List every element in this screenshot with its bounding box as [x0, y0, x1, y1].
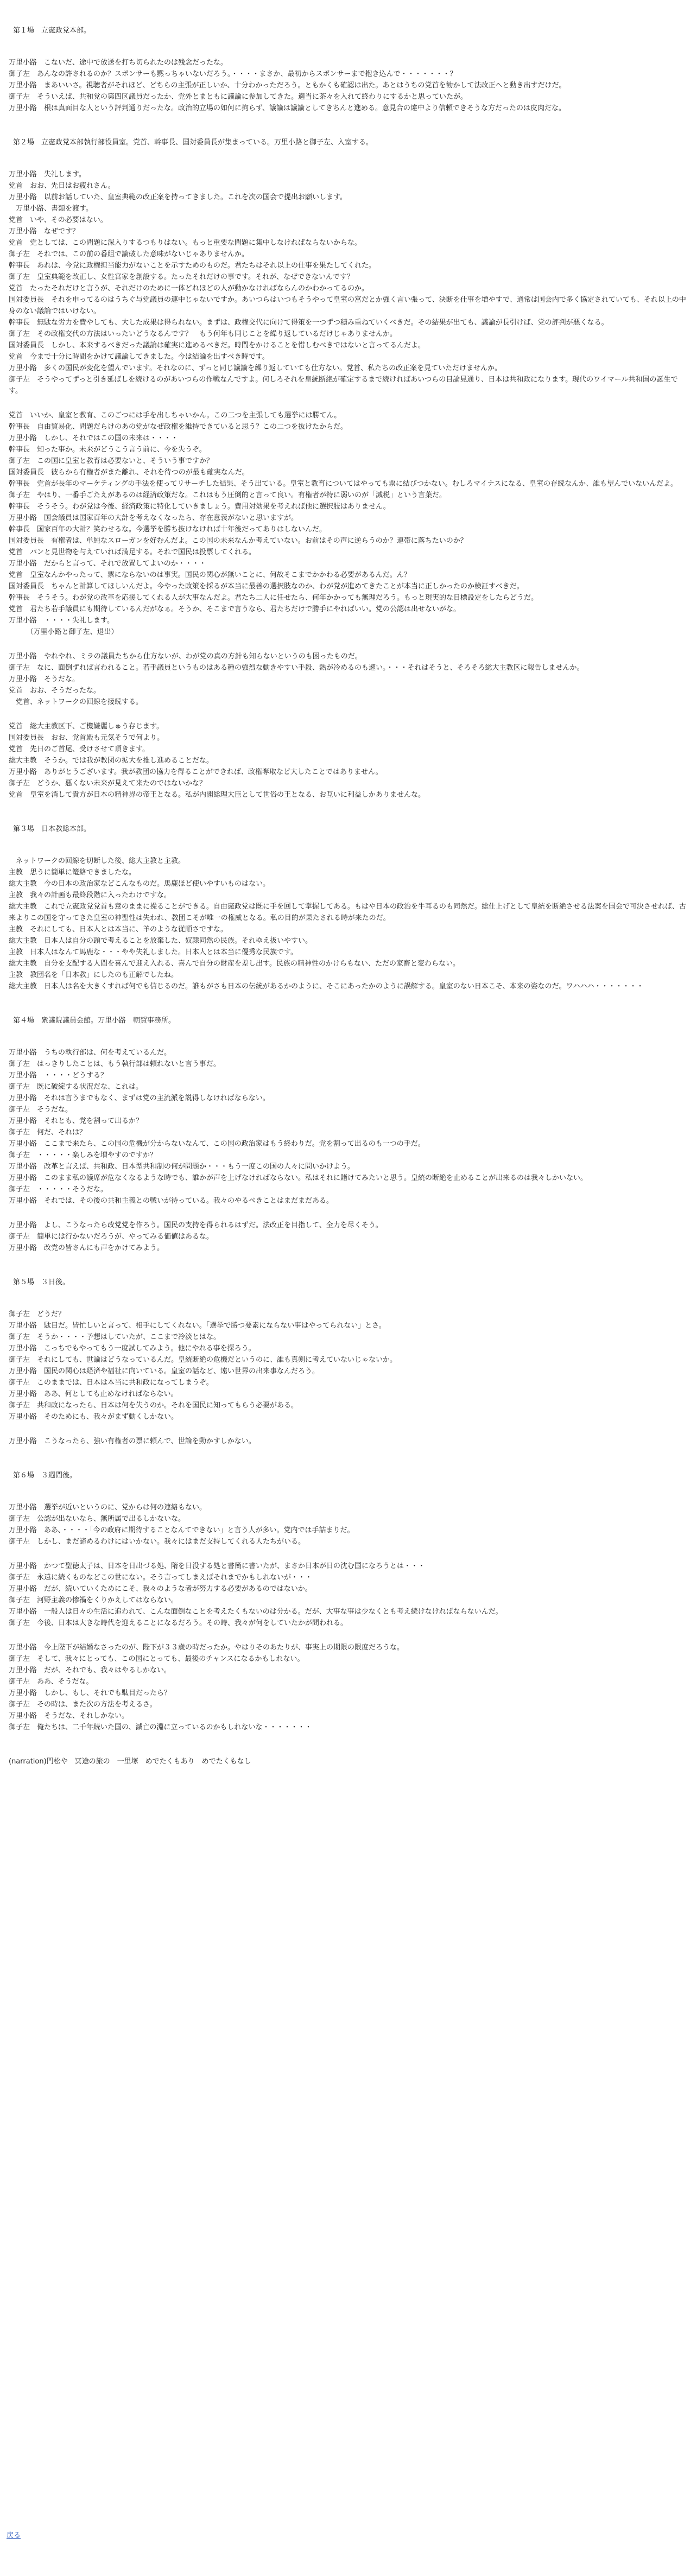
dialogue-line: 万里小路 だが、それでも、我々はやるしかない。 [9, 1666, 172, 1674]
dialogue-line: 御子左 何だ、それは？ [9, 1128, 87, 1137]
dialogue-line: 党首、ネットワークの回線を接続する。 [9, 698, 143, 706]
dialogue-line: 御子左 それでは、この前の番組で論破した意味がないじゃありませんか。 [9, 250, 249, 258]
dialogue-line: 党首 おお、先日はお疲れさん。 [9, 182, 115, 190]
dialogue-line: 幹事長 国家百年の大計？笑わせるな。今選挙を勝ち抜けなければ十年後だってありはしないんだ。 [9, 525, 327, 534]
dialogue-line: 万里小路 根は真面目な人という評判通りだったな。政治的立場の如何に拘らず、議論は議論としてきちんと進める。意見合の違中より信頼できそうな方だったのは皮肉だな。 [9, 104, 566, 112]
dialogue-line: 万里小路 改革と言えば、共和政、日本型共和制の何が問題か・・・もう一度この国の人々に問いかけよう。 [9, 1163, 355, 1171]
dialogue-line: 幹事長 党首が長年のマーケティングの手法を使ってリサーチした結果、そう出ている。皇室と教育についてはやっても票に結びつかない。むしろマイナスになる、皇室の存続なんか、誰も望んでいないんだよ。 [9, 480, 678, 488]
dialogue-line: 国対委員長 有権者は、単純なスローガンを好むんだよ。この国の未来なんか考えていない。お前はその声に逆らうのか？連帯に落ちたいのか？ [9, 537, 467, 545]
dialogue-line: 万里小路 なぜです？ [9, 227, 80, 236]
dialogue-line: 御子左 そうやってずっと引き延ばしを続けるのがあいつらの作戦なんですよ。何しろそれを皇統断絶が確定するまで続ければあいつらの目論見通り、日本は共和政になります。現代のワイマール共和国の誕生です。 [9, 376, 678, 395]
dialogue-line: 万里小路 国会議員は国家百年の大計を考えなくなったら、存在意義がないと思いますが。 [9, 514, 299, 522]
dialogue-line: 万里小路 そうだな。 [9, 675, 80, 683]
dialogue-line: 万里小路 こっちでもやってもう一度試してみよう。他にやれる事を探ろう。 [9, 1344, 256, 1353]
dialogue-line: 万里小路 このまま私の議席が危なくなるような時でも、誰かが声を上げなければならない。私はそれに賭けてみたいと思う。皇統の断絶を止めることが出来るのは我々しかいない。 [9, 1174, 588, 1182]
dialogue-line: 国対委員長 おお、党首殿も元気そうで何より。 [9, 734, 164, 742]
dialogue-line: 御子左 俺たちは、二千年続いた国の、滅亡の淵に立っているのかもしれないな・・・・・・・ [9, 1723, 312, 1731]
dialogue-line: 万里小路 改党の皆さんにも声をかけてみよう。 [9, 1244, 164, 1252]
paragraph-gap [9, 638, 688, 651]
dialogue-line: 御子左 ・・・・・そうだな。 [9, 1185, 108, 1194]
dialogue-line: 万里小路 ・・・・どうする？ [9, 1071, 108, 1080]
dialogue-line: 党首 たったそれだけと言うが、それだけのために一体どれほどの人が動かなければならんのかわかってるのか。 [9, 284, 369, 293]
paragraph-gap [9, 1547, 688, 1560]
scene-title: 第２場 立憲政党本部執行部役員室。党首、幹事長、国対委員長が集まっている。万里小路と御子左、入室する。 [13, 138, 373, 147]
dialogue-line: 万里小路 ああ、何としても止めなければならない。 [9, 1390, 178, 1398]
scene-section [9, 1015, 688, 1254]
scene-title: 第６場 ３週間後。 [13, 1471, 77, 1480]
dialogue-line: 党首 おお、そうだったな。 [9, 687, 101, 695]
closing-narration: (narration)門松や 冥途の旅の 一里塚 めでたくもあり めでたくもなし [9, 1757, 251, 1766]
dialogue-line: 万里小路 だが、続いていくためにこそ、我々のような者が努力する必要があるのではないか。 [9, 1585, 312, 1593]
dialogue-line: 主教 思うに簡単に篭絡できましたな。 [9, 868, 136, 877]
dialogue-line: 幹事長 そうそう。わが党の改革を応援してくれる人が大事なんだよ。君たち二人に任せたら、何年かかっても無理だろう。もっと現実的な目標設定をしたらどうだ。 [9, 594, 538, 602]
dialogue-line: 万里小路 やれやれ、ミラの議員たちから仕方ないが、わが党の真の方針も知らないというのも困ったものだ。 [9, 652, 362, 661]
dialogue-line: ネットワークの回線を切断した後、総大主教と主教。 [9, 857, 186, 865]
dialogue-line: 万里小路 よし、こうなったら改党党を作ろう。国民の支持を得られるはずだ。法改正を目指して、全力を尽くそう。 [9, 1221, 383, 1229]
dialogue-line: 国対委員長 それを申ってるのはうちぐ与党議員の連中じゃないですか。あいつらはいつもそうやって皇室の富だとか強く言い張って、決断を仕事を増やすで、通常は国会内で多く協定されていても、それ以上の中身のない議論ではいけない。 [9, 296, 686, 315]
dialogue-line: 御子左 それにしても、世論はどうなっているんだ。皇統断絶の危機だというのに、誰も真剣に考えていないじゃないか。 [9, 1356, 397, 1364]
dialogue-line: 国対委員長 しかし、本来するべきだった議論は確実に進めるべきだ。時間をかけることを惜しむべきではないと言ってるんだよ。 [9, 341, 426, 350]
dialogue-line: 御子左 公認が出ないなら、無所属で出るしかないな。 [9, 1515, 186, 1523]
dialogue-line: 御子左 どうだ？ [9, 1310, 66, 1318]
paragraph-gap [9, 1629, 688, 1642]
dialogue-line: 党首 先日のご首尾、受けさせて頂きます。 [9, 745, 149, 753]
paragraph-gap [9, 397, 688, 410]
dialogue-line: 万里小路 それは言うまでもなく、まずは党の主流派を説得しなければならない。 [9, 1094, 270, 1102]
dialogue-line: 御子左 永遠に続くものなどこの世にない。そう言ってしまえばそれまでかもしれないが・・・ [9, 1573, 313, 1582]
dialogue-line: 党首 今まで十分に時間をかけて議論してきました。今は結論を出すべき時です。 [9, 353, 269, 361]
dialogue-line: 御子左 このままでは、日本は本当に共和政になってしまうぞ。 [9, 1379, 213, 1387]
dialogue-line: 御子左 ・・・・・楽しみを増やすのですか？ [9, 1151, 157, 1159]
dialogue-line: 御子左 簡単には行かないだろうが、やってみる価値はあるな。 [9, 1233, 214, 1241]
dialogue-line: 総大主教 日本人は名を大きくすれば何でも信じるのだ。誰もがさも日本の伝統があるかのように、そこにあったかのように誤解する。皇室のない日本こそ、本来の姿なのだ。ワハハハ・・・・・・・ [9, 982, 644, 991]
dialogue-line: 万里小路 駄目だ。皆忙しいと言って、相手にしてくれない。「選挙で勝つ要素にならない事はやってられない」とさ。 [9, 1322, 386, 1330]
dialogue-line: 御子左 今後、日本は大きな時代を迎えることになるだろう。その時、我々が何をしていたかが問われる。 [9, 1619, 348, 1627]
scene-section [9, 1470, 688, 1733]
dialogue-line: 万里小路 それとも、党を割って出るか？ [9, 1117, 143, 1125]
dialogue-line: 総大主教 これで立憲政党党首も意のままに操ることができる。自由憲政党は既に手を回して掌握してある。もはや日本の政治を牛耳るのも同然だ。総仕上げとして皇統を断絶させる法案を国会で可決させれば、古来よりこの国を守ってきた皇室の神聖性は失われ、教団こそが唯一の権威となる。私の目的が果たされる時が来たのだ。 [9, 903, 687, 922]
back-link[interactable]: 戻る [7, 2531, 21, 2540]
scene-title: 第３場 日本教総本部。 [13, 825, 91, 833]
dialogue-line: 万里小路 かつて聖徳太子は、日本を日出づる処、隋を日没する処と書簡に書いたが、まさか日本が日の沈む国になろうとは・・・ [9, 1562, 426, 1570]
dialogue-line: 御子左 その時は、また次の方法を考えるさ。 [9, 1701, 157, 1709]
paragraph-gap [9, 708, 688, 721]
dialogue-line: 万里小路 ああ、・・・・「今の政府に期待することなんてできない」と言う人が多い。党内では手詰まりだ。 [9, 1526, 354, 1534]
dialogue-line: 万里小路 だからと言って、それで放置してよいのか・・・・ [9, 560, 206, 568]
dialogue-line: 御子左 そうか・・・・予想はしていたが、ここまで冷淡とはな。 [9, 1333, 221, 1341]
dialogue-line: 国対委員長 彼らから有権者がまた離れ、それを待つのが最も確実なんだ。 [9, 468, 249, 477]
dialogue-line: 万里小路 一般人は日々の生活に追われて、こんな面倒なことを考えたくもないのは分かる。だが、大事な事は少なくとも考え続けなければならないんだ。 [9, 1608, 503, 1616]
dialogue-line: 万里小路 しかし、それではこの国の未来は・・・・ [9, 434, 179, 442]
paragraph-gap [9, 1207, 688, 1220]
scene-section [9, 823, 688, 992]
dialogue-line: 万里小路 そうだな、それしかない。 [9, 1712, 129, 1720]
dialogue-line: 御子左 そうだな。 [9, 1106, 73, 1114]
paragraph-gap [9, 1423, 688, 1436]
dialogue-line: 万里小路 ここまで来たら、この国の危機が分からないなんて、この国の政治家はもう終わりだ。党を割って出るのも一つの手だ。 [9, 1140, 425, 1148]
dialogue-line: 万里小路 失礼します。 [9, 170, 86, 179]
dialogue-line: 万里小路 今上陛下が結婚なさったのが、陛下が３３歳の時だったか。やはりそのあたりが、事実上の期限の限度だろうな。 [9, 1644, 404, 1652]
scene-title: 第４場 衆議院議員会館。万里小路 朝賀事務所。 [13, 1017, 176, 1025]
dialogue-line: 御子左 皇室典範を改正し、女性宮家を創設する。たったそれだけの事です。それが、なぜできないんです？ [9, 273, 354, 281]
dialogue-line: 万里小路 以前お話していた、皇室典範の改正案を持ってきました。これを次の国会で提出お願いします。 [9, 193, 347, 201]
dialogue-line: 万里小路 こうなったら、強い有権者の票に頼んで、世論を動かすしかない。 [9, 1437, 256, 1445]
dialogue-line: 御子左 河野主義の惨禍をくりかえしてはならない。 [9, 1596, 179, 1604]
dialogue-line: 党首 いや、その必要はない。 [9, 216, 107, 224]
dialogue-line: 万里小路 そのためにも、我々がまず動くしかない。 [9, 1413, 179, 1421]
dialogue-line: 幹事長 そうそう。わが党は今後、経済政策に特化していきましょう。費用対効果を考えれば他に選択肢はありません。 [9, 503, 390, 511]
dialogue-line: 党首 君たち若手議員にも期待しているんだがなぁ。そうか、そこまで言うなら、君たちだけで勝手にやればいい。党の公認は出せないがな。 [9, 605, 461, 613]
dialogue-line: 御子左 既に破綻する状況だな、これは。 [9, 1083, 143, 1091]
dialogue-line: 党首 パンと見世物を与えていれば満足する。それで国民は投票してくれる。 [9, 548, 256, 556]
dialogue-line: 主教 教団名を「日本教」にしたのも正解でしたね。 [9, 971, 179, 979]
dialogue-line: 幹事長 あれは、今党に政権担当能力がないことを示すためのものだ。君たちはそれ以上の仕事を果たしてくれた。 [9, 262, 376, 270]
dialogue-line: 御子左 どうか、悪くない未来が見えて来たのではないかな？ [9, 779, 207, 788]
dialogue-line: 万里小路、書類を渡す。 [9, 205, 93, 213]
dialogue-line: 党首 党としては、この問題に深入りするつもりはない。もっと重要な問題に集中しなければならないからな。 [9, 239, 362, 247]
scene-section [9, 1277, 688, 1447]
dialogue-line: 万里小路 まあいいさ。視聴者がそれほど、どちらの主張が正しいか、十分わかっただろう。ともかくも確認は出た。あとはうちの党首を勧かして法改正へと動き出すだけだ。 [9, 81, 566, 90]
dialogue-line: 総大主教 自分を支配する人間を喜んで迎え入れる、喜んで自分の財産を差し出す。民族の精神性のかけらもない、ただの家畜と変わらない。 [9, 960, 460, 968]
dialogue-line: 万里小路 ありがとうございます。我が教団の協力を得ることができれば、政権奪取など大したことではありません。 [9, 768, 383, 776]
dialogue-line: 万里小路 しかし、もし、それでも駄目だったら？ [9, 1689, 172, 1697]
dialogue-line: 万里小路 それでは、その後の共和主義との戦いが待っている。我々のやるべきことはまだまだある。 [9, 1197, 334, 1205]
dialogue-line: 総大主教 日本人は自分の頭で考えることを放棄した、奴隷同然の民族。それゆえ扱いやすい。 [9, 937, 313, 945]
dialogue-line: （万里小路と御子左、退出） [9, 628, 118, 636]
dialogue-line: 主教 我々の計画も最終段階に入ったわけですな。 [9, 891, 172, 899]
dialogue-line: 万里小路 国民の関心は経済や福祉に向いている。皇室の話など、遠い世界の出来事なんだろう。 [9, 1367, 320, 1375]
dialogue-line: 御子左 あんなの許されるのか？スポンサーも黙っちゃいないだろう。・・・・まさか、最初からスポンサーまで抱き込んで・・・・・・・？ [9, 70, 457, 78]
dialogue-line: 主教 日本人はなんて馬鹿な・・・やや失礼しました。日本人とは本当に優秀な民族です。 [9, 948, 297, 956]
dialogue-line: 御子左 そういえば、共和党の第四区議員だったか、党外とまともに議論に参加してきた。適当に茶々を入れて終わりにするかと思っていたが。 [9, 93, 468, 101]
dialogue-line: 御子左 その政権交代の方法はいったいどうなるんです？ もう何年も同じことを繰り返しているだけじゃありませんか。 [9, 330, 397, 338]
dialogue-line: 幹事長 無駄な労力を費やしても、大した成果は得られない。まずは、政権交代に向けて得策を一つずつ積み重ねていくべきだ。その結果が出ても、議論が長引けば、党の評判が悪くなる。 [9, 319, 609, 327]
dialogue-line: 御子左 共和政になったら、日本は何を失うのか。それを国民に知ってもらう必要がある。 [9, 1401, 299, 1410]
dialogue-line: 総大主教 今の日本の政治家などこんなものだ。馬鹿ほど使いやすいものはない。 [9, 880, 270, 888]
scene-title: 第５場 ３日後。 [13, 1278, 70, 1286]
scene-title: 第１場 立憲政党本部。 [13, 27, 91, 35]
dialogue-line: 党首 皇室なんかやったって、票にならないのは事実。国民の関心が無いことに、何故そこまでかかわる必要があるんだ。ん？ [9, 571, 411, 579]
dialogue-line: 幹事長 自由貿易化、問題だらけのあの党がなぜ政権を維持できていると思う？この二つを抜けたからだ。 [9, 423, 348, 431]
dialogue-line: 万里小路 選挙が近いというのに、党からは何の連絡もない。 [9, 1503, 207, 1512]
dialogue-line: 御子左 ああ、そうだな。 [9, 1678, 93, 1686]
scene-section [9, 137, 688, 801]
dialogue-line: 御子左 この国に皇室と教育は必要ないと、そういう事ですか？ [9, 457, 214, 465]
dialogue-line: 御子左 そして、我々にとっても、この国にとっても、最後のチャンスになるかもしれない。 [9, 1655, 305, 1663]
dialogue-line: 御子左 はっきりしたことは、もう執行部は頼れないと言う事だ。 [9, 1060, 221, 1068]
dialogue-line: 万里小路 うちの執行部は、何を考えているんだ。 [9, 1049, 172, 1057]
dialogue-line: 党首 いいか、皇室と教育、このごつには手を出しちゃいかん。この二つを主張しても選挙には勝てん。 [9, 411, 341, 420]
dialogue-line: 党首 総大主教区下、ご機嫌麗しゅう存じます。 [9, 722, 163, 731]
dialogue-line: 御子左 しかし、まだ諦めるわけにはいかない。我々にはまだ支持してくれる人たちがいる。 [9, 1538, 306, 1546]
dialogue-line: 幹事長 知った事か。未来がどうこう言う前に、今を失うぞ。 [9, 446, 206, 454]
scene-section [9, 25, 688, 114]
dialogue-line: 万里小路 ・・・・失礼します。 [9, 617, 114, 625]
dialogue-line: 御子左 やはり、一番手ごたえがあるのは経済政策だな。これはもう圧倒的と言って良い。有権者が特に弱いのが「減税」という言葉だ。 [9, 491, 447, 499]
dialogue-line: 党首 皇室を消して貴方が日本の精神界の帝王となる。私が内閣総理大臣として世俗の王となる、お互いに利益しかありませんな。 [9, 791, 426, 799]
dialogue-line: 総大主教 そうか。では我が教団の拡大を推し進めることだな。 [9, 757, 214, 765]
dialogue-line: 主教 それにしても、日本人とは本当に、羊のような従順さですな。 [9, 925, 228, 934]
dialogue-line: 万里小路 こないだ、途中で放送を打ち切られたのは残念だったな。 [9, 59, 228, 67]
dialogue-line: 万里小路 多くの国民が変化を望んでいます。それなのに、ずっと同じ議論を繰り返していても仕方ない。党首、私たちの改正案を見ていただけませんか。 [9, 364, 502, 372]
dialogue-line: 御子左 なに、面倒ずれば言われること。若手議員というものはある種の強烈な動きやすい手段、熱が冷めるのも速い。・・・それはそうと、そろそろ総大主教区に報告しませんか。 [9, 664, 584, 672]
dialogue-line: 国対委員長 ちゃんと計算してほしいんだよ。今やった政策を採るが本当に最善の選択肢なのか、わが党が進めてきたことが本当に正しかったのか検証すべきだ。 [9, 582, 524, 591]
